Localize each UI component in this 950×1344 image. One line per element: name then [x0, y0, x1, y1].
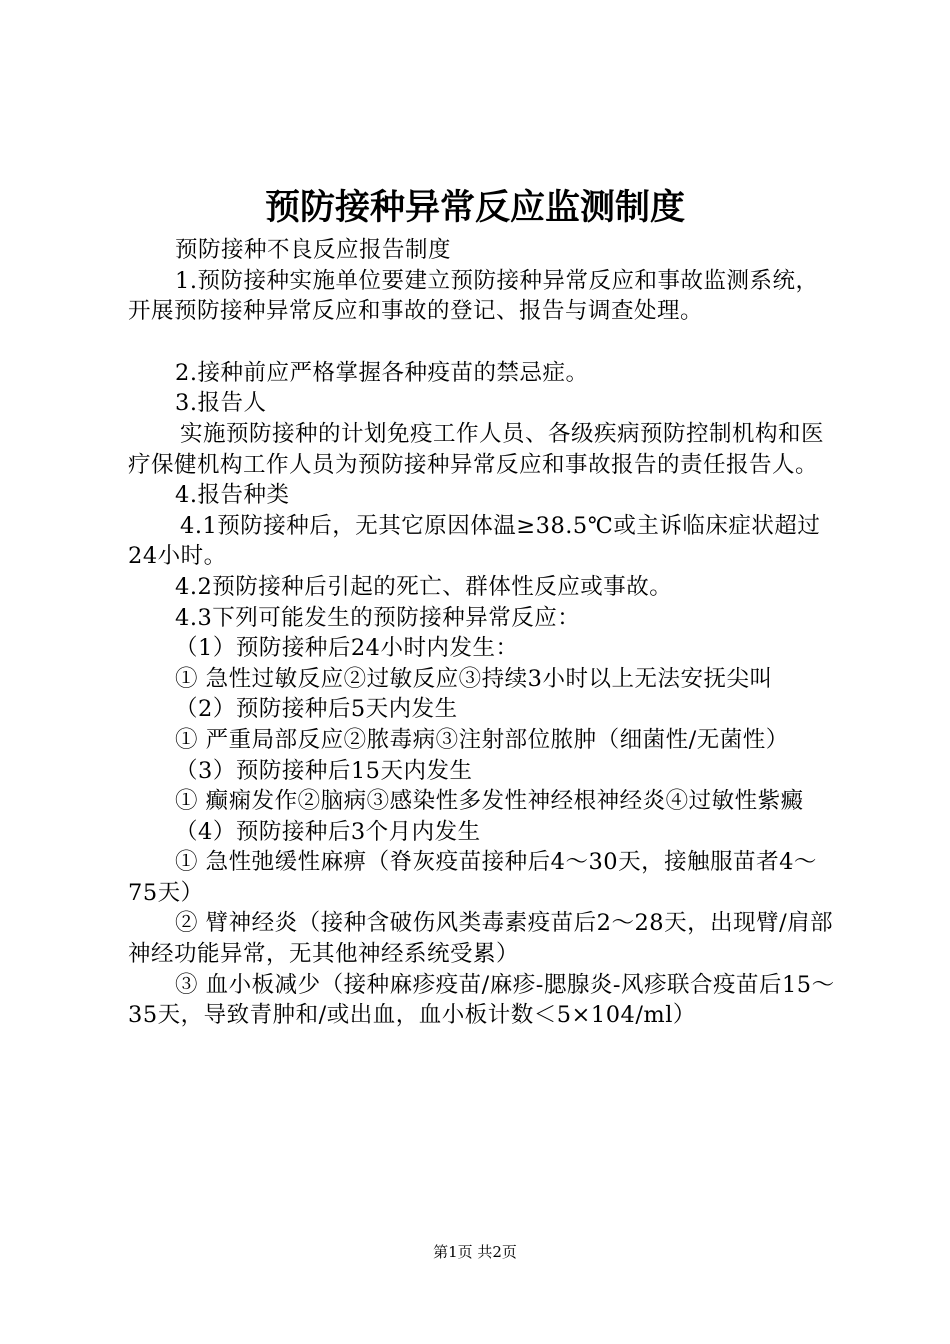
paragraph-sub-3-items: ① 癫痫发作②脑病③感染性多发性神经根神经炎④过敏性紫癜: [175, 788, 804, 815]
paragraph-item-3-heading: 3.报告人: [175, 390, 267, 417]
paragraph-sub-2-heading: （2）预防接种后5天内发生: [175, 696, 458, 723]
page-footer: 第1页 共2页: [433, 1243, 517, 1261]
paragraph-sub-4-item-1: ① 急性弛缓性麻痹（脊灰疫苗接种后4～30天，接触服苗者4～75天）: [128, 849, 817, 906]
paragraph-item-2: 2.接种前应严格掌握各种疫苗的禁忌症。: [175, 359, 589, 386]
paragraph-item-4-2: 4.2预防接种后引起的死亡、群体性反应或事故。: [175, 573, 673, 600]
paragraph-sub-3-heading: （3）预防接种后15天内发生: [175, 757, 473, 784]
paragraph-sub-4-item-2: ② 臂神经炎（接种含破伤风类毒素疫苗后2～28天，出现臂/肩部神经功能异常，无其他神经系统受累）: [128, 910, 834, 968]
document-body: [128, 235, 838, 1031]
paragraph-gap: [128, 327, 838, 358]
paragraph-reporter-definition: 实施预防接种的计划免疫工作人员、各级疾病预防控制机构和医疗保健机构工作人员为预防接种异常反应和事故报告的责任报告人。: [128, 420, 825, 478]
paragraph-sub-2-items: ① 严重局部反应②脓毒病③注射部位脓肿（细菌性/无菌性）: [175, 726, 789, 753]
paragraph-item-1: 1.预防接种实施单位要建立预防接种异常反应和事故监测系统，开展预防接种异常反应和事故的登记、报告与调查处理。: [128, 267, 819, 325]
page-title: 预防接种异常反应监测制度: [264, 187, 685, 228]
paragraph-sub-1-items: ① 急性过敏反应②过敏反应③持续3小时以上无法安抚尖叫: [175, 665, 773, 692]
paragraph-sub-4-heading: （4）预防接种后3个月内发生: [175, 818, 481, 845]
paragraph-item-4-heading: 4.报告种类: [175, 482, 290, 509]
paragraph-item-4-1: 4.1预防接种后，无其它原因体温≥38.5℃或主诉临床症状超过24小时。: [128, 512, 821, 570]
paragraph-report-system: 预防接种不良反应报告制度: [175, 237, 452, 263]
paragraph-sub-4-item-3: ③ 血小板减少（接种麻疹疫苗/麻疹-腮腺炎-风疹联合疫苗后15～35天，导致青肿和/或出血，血小板计数＜5×104/ml）: [128, 971, 835, 1029]
paragraph-sub-1-heading: （1）预防接种后24小时内发生：: [175, 635, 519, 662]
paragraph-item-4-3: 4.3下列可能发生的预防接种异常反应：: [175, 604, 581, 631]
